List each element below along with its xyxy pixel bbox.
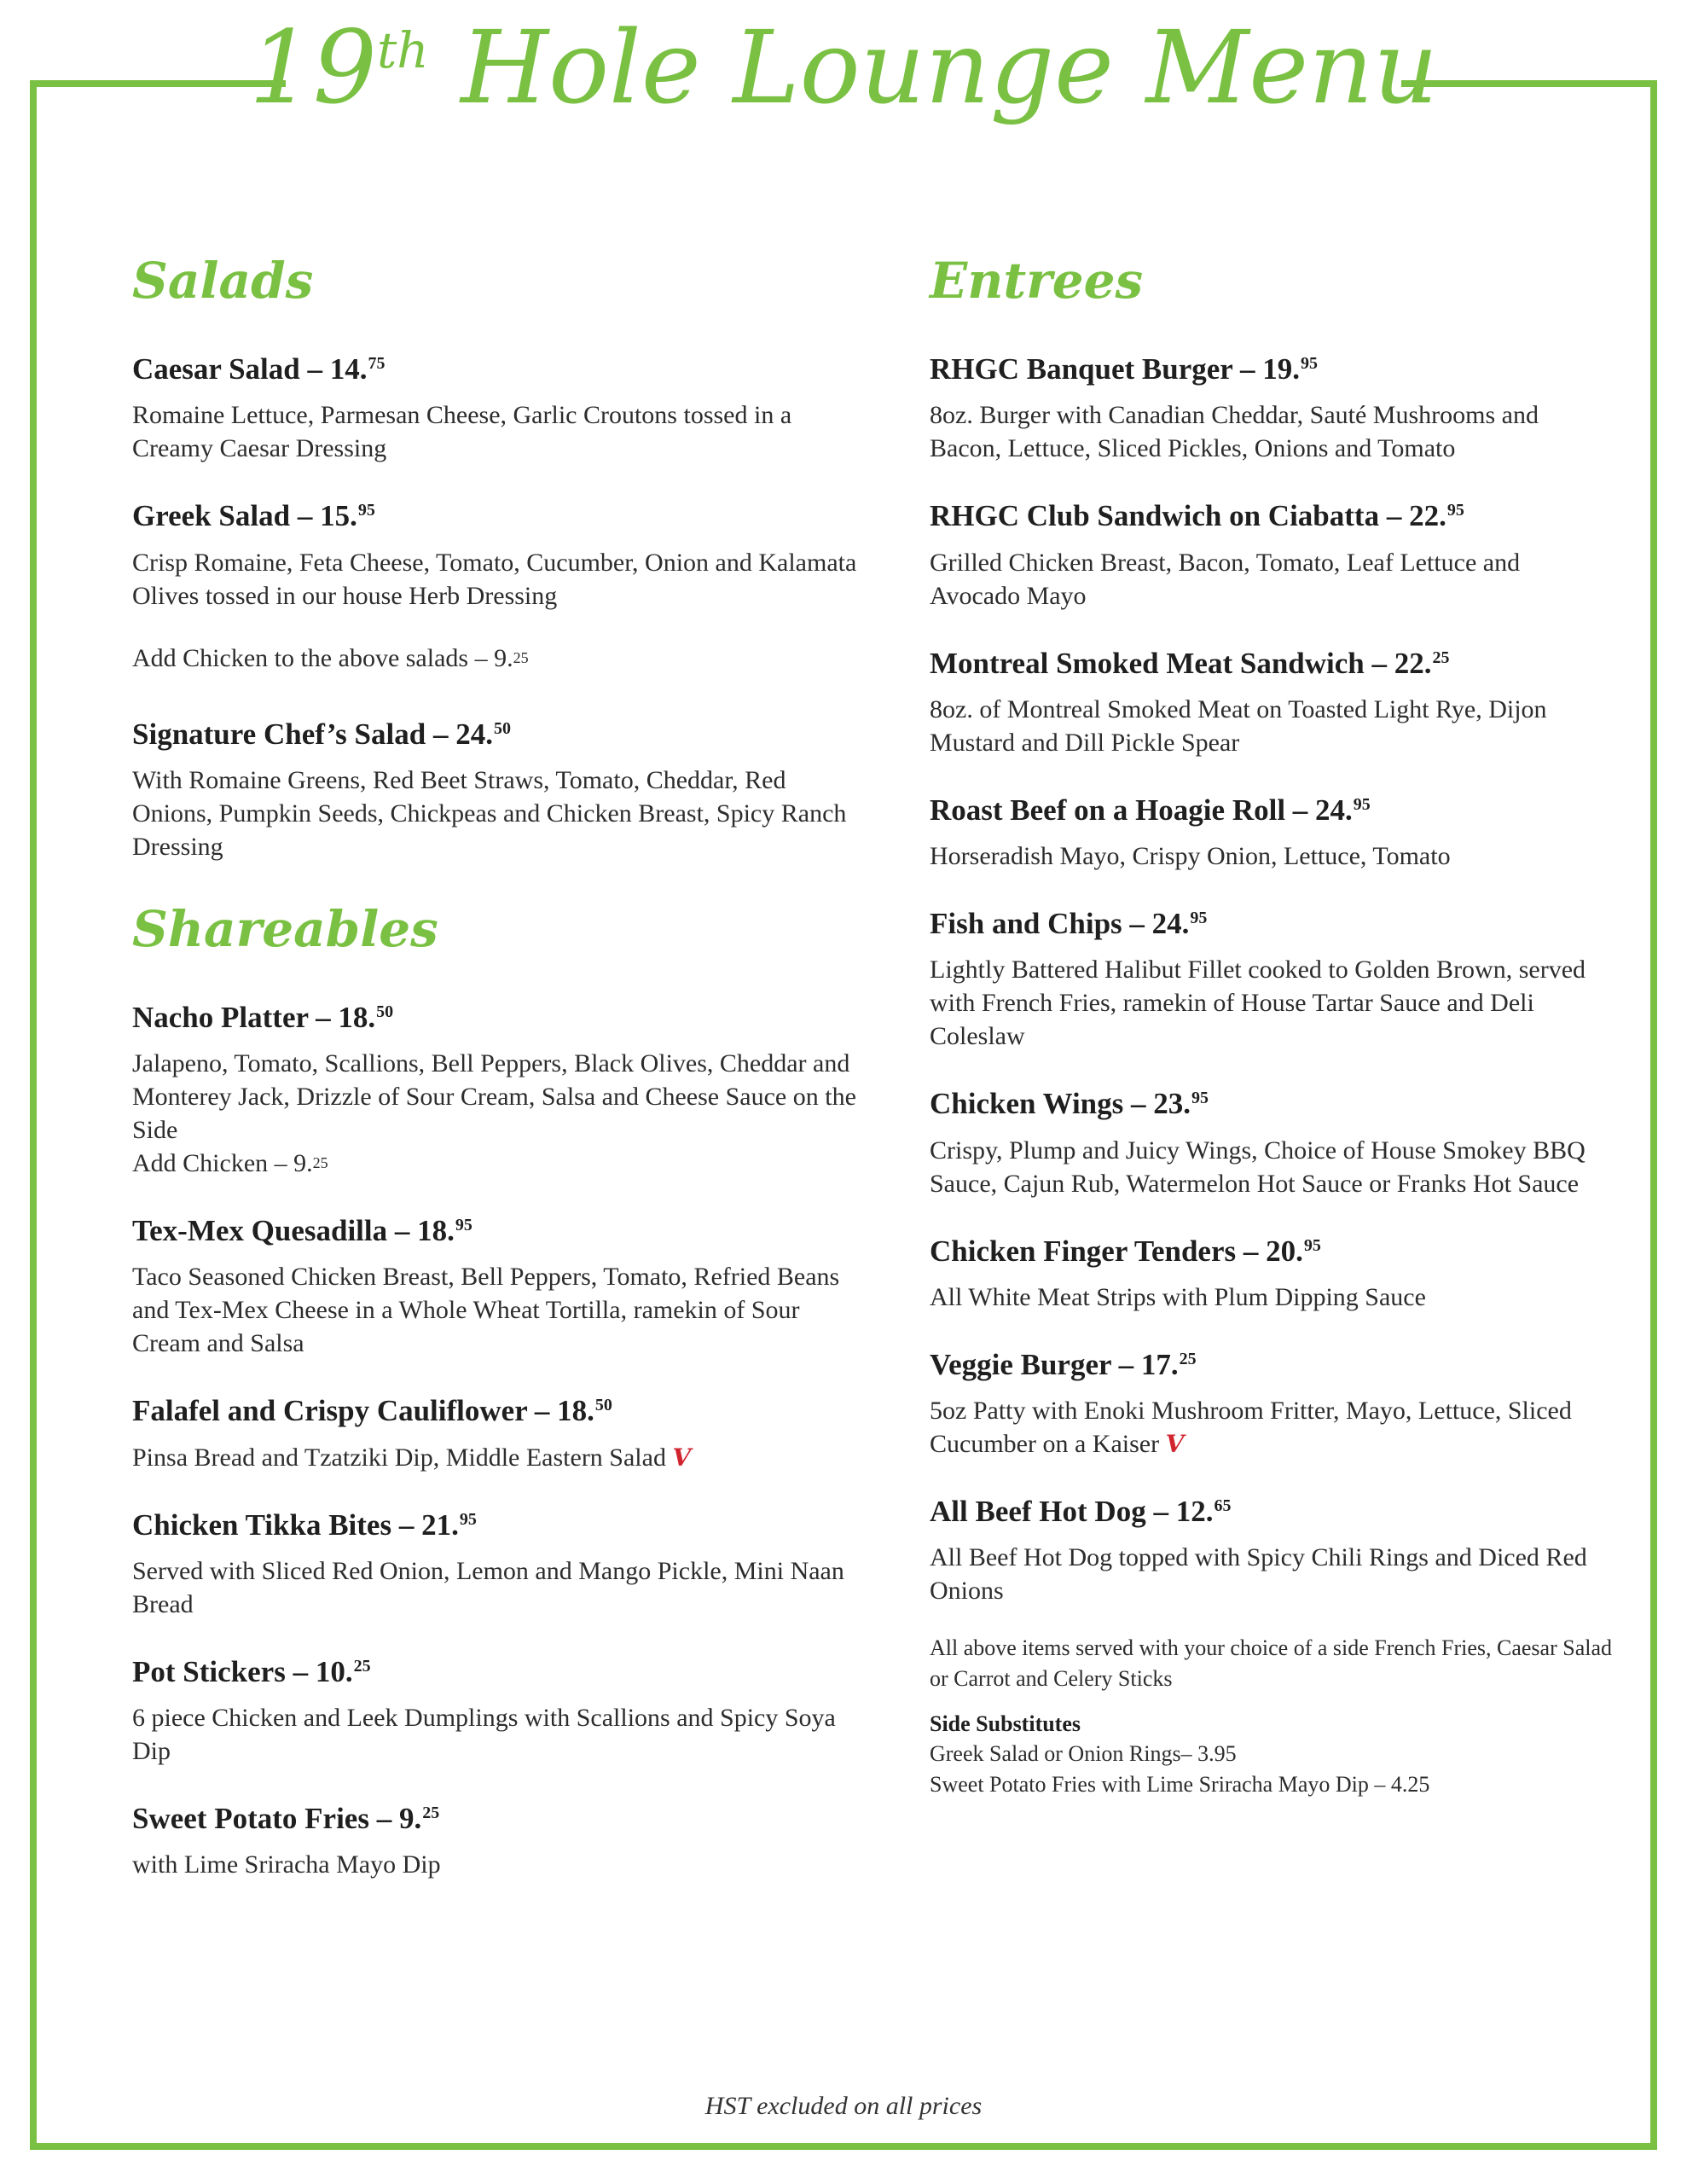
frame-left: [30, 80, 37, 2150]
menu-item: [132, 1001, 857, 1180]
item-name: Chicken Tikka Bites – 21.95: [132, 1507, 477, 1542]
substitute-line: Greek Salad or Onion Rings– 3.95: [930, 1741, 1237, 1767]
menu-item: [132, 1394, 857, 1473]
item-description: Lightly Battered Halibut Fillet cooked to Golden Brown, served with French Fries, ramekin of House Tartar Sauce and Deli Coleslaw: [930, 956, 1586, 1051]
salad-chicken-addon: Add Chicken to the above salads – 9.25: [132, 643, 529, 672]
footer-note: HST excluded on all prices: [704, 2092, 983, 2120]
menu-item: [930, 1234, 1612, 1314]
menu-item: [930, 907, 1612, 1053]
item-name: All Beef Hot Dog – 12.65: [930, 1495, 1232, 1528]
item-name: Signature Chef’s Salad – 24.50: [132, 717, 511, 751]
left-column: [132, 252, 857, 1915]
frame-right: [1650, 80, 1657, 2150]
menu-item: [930, 352, 1612, 465]
menu-title: [0, 9, 1687, 126]
item-description: Horseradish Mayo, Crispy Onion, Lettuce, Tomato: [930, 842, 1451, 870]
menu-item: [930, 1087, 1612, 1199]
vegetarian-icon: V: [1165, 1430, 1185, 1458]
side-note: All above items served with your choice of a side French Fries, Caesar Salad or Carrot and Celery Sticks: [930, 1635, 1612, 1692]
item-name: Greek Salad – 15.95: [132, 499, 375, 533]
item-description: 8oz. Burger with Canadian Cheddar, Sauté Mushrooms and Bacon, Lettuce, Sliced Pickles, Onions and Tomato: [930, 401, 1539, 463]
item-name: RHGC Club Sandwich on Ciabatta – 22.95: [930, 499, 1464, 533]
item-description: 5oz Patty with Enoki Mushroom Fritter, Mayo, Lettuce, Sliced Cucumber on a Kaiser V: [930, 1397, 1572, 1458]
menu-item: [132, 499, 857, 612]
item-name: Chicken Wings – 23.95: [930, 1087, 1209, 1121]
menu-item: [930, 647, 1612, 759]
item-name: Fish and Chips – 24.95: [930, 907, 1208, 940]
title-number: 19: [248, 9, 377, 126]
menu-item: [132, 1508, 857, 1621]
item-name: Roast Beef on a Hoagie Roll – 24.95: [930, 793, 1371, 827]
item-name: Nacho Platter – 18.50: [132, 1000, 394, 1034]
item-description: All White Meat Strips with Plum Dipping Sauce: [930, 1282, 1426, 1311]
title-rest: Hole Lounge Menu: [428, 9, 1439, 126]
title-ordinal: th: [377, 21, 429, 79]
item-name: RHGC Banquet Burger – 19.95: [930, 352, 1318, 386]
right-column: [930, 252, 1612, 1800]
menu-item: [132, 1214, 857, 1360]
vegetarian-icon: V: [672, 1443, 692, 1472]
item-description: Grilled Chicken Breast, Bacon, Tomato, Leaf Lettuce and Avocado Mayo: [930, 548, 1521, 610]
section-title-shareables: Shareables: [132, 899, 438, 958]
menu-item: [132, 717, 857, 863]
section-title-entrees: Entrees: [930, 252, 1144, 310]
item-name: Falafel and Crispy Cauliflower – 18.50: [132, 1394, 612, 1428]
item-description: 6 piece Chicken and Leek Dumplings with Scallions and Spicy Soya Dip: [132, 1704, 836, 1765]
item-description: All Beef Hot Dog topped with Spicy Chili Rings and Diced Red Onions: [930, 1543, 1587, 1606]
item-name: Tex-Mex Quesadilla – 18.95: [132, 1214, 472, 1247]
item-description: 8oz. of Montreal Smoked Meat on Toasted Light Rye, Dijon Mustard and Dill Pickle Spear: [930, 694, 1547, 757]
item-name: Pot Stickers – 10.25: [132, 1654, 371, 1688]
item-description: Crisp Romaine, Feta Cheese, Tomato, Cucumber, Onion and Kalamata Olives tossed in our house Herb Dressing: [132, 548, 857, 610]
item-description: Taco Seasoned Chicken Breast, Bell Peppers, Tomato, Refried Beans and Tex-Mex Cheese in a Whole Wheat Tortilla, ramekin of Sour Cream and Salsa: [132, 1263, 840, 1358]
menu-item: [132, 352, 857, 465]
menu-item: [930, 793, 1612, 873]
item-name: Sweet Potato Fries – 9.25: [132, 1802, 440, 1835]
menu-item: [930, 1495, 1612, 1607]
item-name: Caesar Salad – 14.75: [132, 352, 386, 386]
item-description: With Romaine Greens, Red Beet Straws, Tomato, Cheddar, Red Onions, Pumpkin Seeds, Chickpeas and Chicken Breast, Spicy Ranch Dressing: [132, 765, 847, 861]
item-name: Chicken Finger Tenders – 20.95: [930, 1234, 1321, 1268]
frame-bottom: [30, 2143, 1657, 2150]
item-description: Served with Sliced Red Onion, Lemon and Mango Pickle, Mini Naan Bread: [132, 1556, 844, 1618]
substitute-line: Sweet Potato Fries with Lime Sriracha Mayo Dip – 4.25: [930, 1772, 1430, 1798]
section-title-salads: Salads: [132, 252, 314, 310]
item-name: Montreal Smoked Meat Sandwich – 22.25: [930, 646, 1450, 680]
menu-item: [930, 1348, 1612, 1461]
item-description: with Lime Sriracha Mayo Dip: [132, 1850, 441, 1879]
item-name: Veggie Burger – 17.25: [930, 1347, 1197, 1381]
menu-item: [132, 1655, 857, 1768]
item-description: Romaine Lettuce, Parmesan Cheese, Garlic Croutons tossed in a Creamy Caesar Dressing: [132, 401, 792, 463]
nacho-chicken-addon: Add Chicken – 9.25: [132, 1149, 328, 1177]
item-description: Crispy, Plump and Juicy Wings, Choice of House Smokey BBQ Sauce, Cajun Rub, Watermelon Hot Sauce or Franks Hot Sauce: [930, 1136, 1586, 1198]
menu-item: [132, 1802, 857, 1881]
item-description: Pinsa Bread and Tzatziki Dip, Middle Eastern Salad V: [132, 1443, 692, 1472]
side-substitutes-heading: Side Substitutes: [930, 1711, 1081, 1737]
item-description: Jalapeno, Tomato, Scallions, Bell Peppers, Black Olives, Cheddar and Monterey Jack, Drizzle of Sour Cream, Salsa and Cheese Sauce on the Side: [132, 1049, 856, 1144]
menu-item: [930, 499, 1612, 612]
